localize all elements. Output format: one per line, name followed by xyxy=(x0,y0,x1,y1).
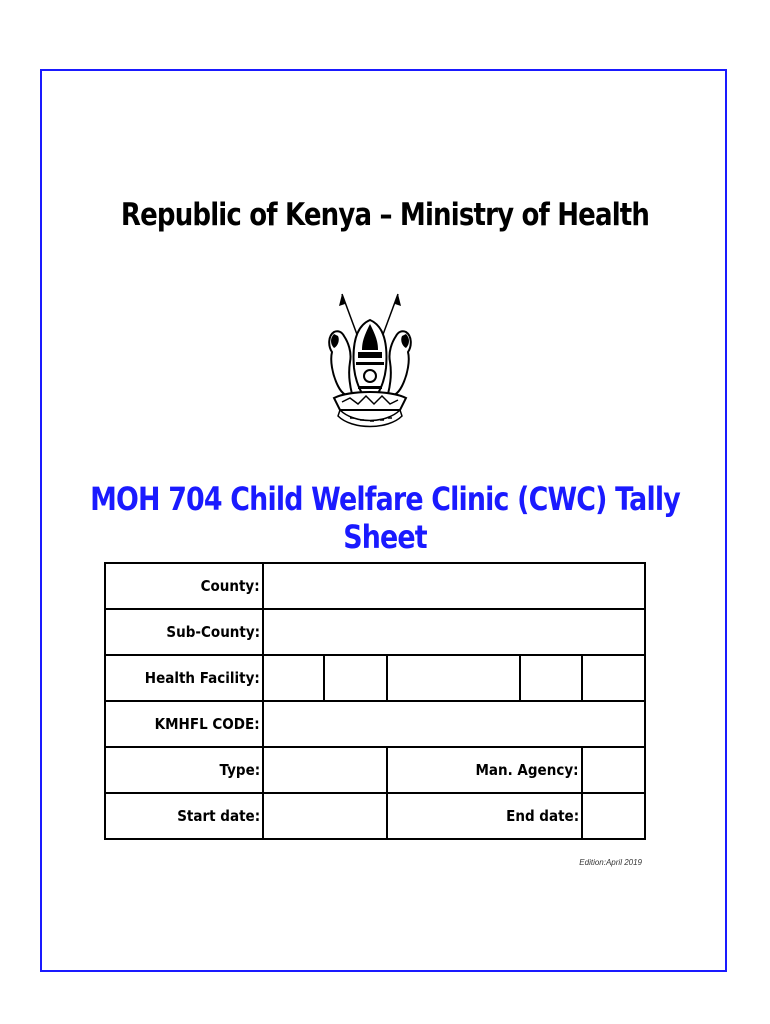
table-row xyxy=(105,793,645,839)
health-facility-label: Health Facility: xyxy=(105,655,263,701)
type-field[interactable] xyxy=(263,747,387,793)
county-field[interactable] xyxy=(263,563,645,609)
subcounty-field[interactable] xyxy=(263,609,645,655)
start-date-field[interactable] xyxy=(263,793,387,839)
man-agency-field[interactable] xyxy=(582,747,645,793)
health-facility-field-4[interactable] xyxy=(520,655,582,701)
facility-details-table xyxy=(104,562,646,840)
kmhfl-code-field[interactable] xyxy=(263,701,645,747)
kenya-coat-of-arms-icon xyxy=(320,290,420,432)
table-row xyxy=(105,563,645,609)
health-facility-field-1[interactable] xyxy=(263,655,324,701)
table-row xyxy=(105,701,645,747)
health-facility-field-2[interactable] xyxy=(324,655,387,701)
end-date-label: End date: xyxy=(387,793,582,839)
county-label: County: xyxy=(105,563,263,609)
form-title: MOH 704 Child Welfare Clinic (CWC) Tally Sheet xyxy=(90,480,680,556)
kmhfl-code-label: KMHFL CODE: xyxy=(105,701,263,747)
man-agency-label: Man. Agency: xyxy=(387,747,582,793)
start-date-label: Start date: xyxy=(105,793,263,839)
table-row xyxy=(105,747,645,793)
table-row xyxy=(105,609,645,655)
page-title: Republic of Kenya – Ministry of Health xyxy=(120,197,650,233)
type-label: Type: xyxy=(105,747,263,793)
end-date-field[interactable] xyxy=(582,793,645,839)
health-facility-field-5[interactable] xyxy=(582,655,645,701)
health-facility-field-3[interactable] xyxy=(387,655,520,701)
edition-note: Edition:April 2019 xyxy=(579,858,642,867)
table-row xyxy=(105,655,645,701)
subcounty-label: Sub-County: xyxy=(105,609,263,655)
